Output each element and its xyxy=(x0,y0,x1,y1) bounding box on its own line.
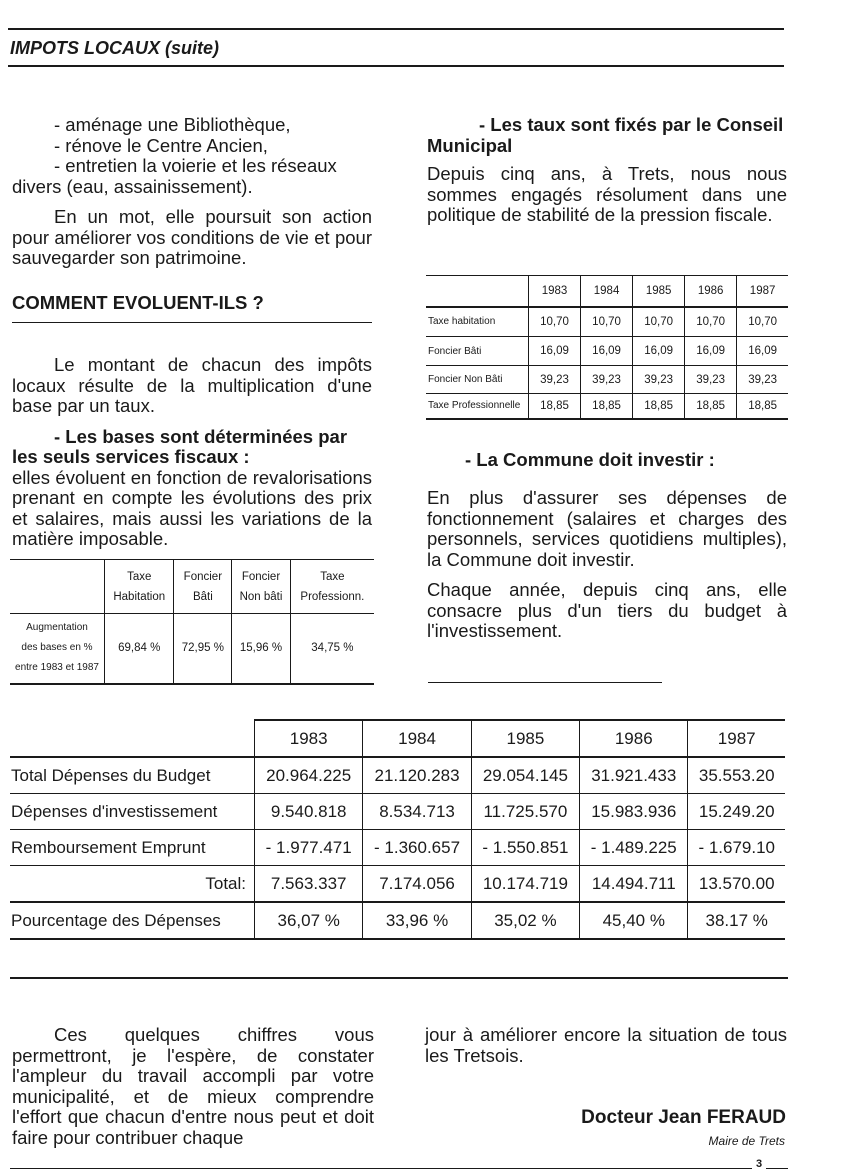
row-label: Total Dépenses du Budget xyxy=(11,765,211,785)
table-header: Taxe Habitation xyxy=(105,560,174,614)
table-cell: 8.534.713 xyxy=(363,794,471,830)
table-cell: 72,95 % xyxy=(174,614,232,684)
table-cell: 39,23 xyxy=(748,373,777,386)
budget-table xyxy=(10,719,785,940)
right-column-taux xyxy=(427,115,787,226)
paragraph: Depuis cinq ans, à Trets, nous nous sommes engagés résolument dans une politique de stabilité de la pression fiscale. xyxy=(427,163,787,225)
year-header: 1986 xyxy=(580,720,688,757)
table-cell: 16,09 xyxy=(581,337,633,366)
right-column-invest xyxy=(427,488,787,642)
section-heading: COMMENT EVOLUENT-ILS ? xyxy=(12,292,264,313)
table-cell: 35.553.20 xyxy=(688,757,785,794)
table-header: Foncier Non bâti xyxy=(232,560,291,614)
table-cell: 16,09 xyxy=(685,337,737,366)
table-cell: - 1.977.471 xyxy=(255,830,363,866)
table-row xyxy=(10,560,374,614)
table-cell: 38.17 % xyxy=(688,902,785,939)
table-row xyxy=(10,794,785,830)
signature-role: Maire de Trets xyxy=(708,1134,785,1148)
table-cell: 15,96 % xyxy=(232,614,291,684)
table-row xyxy=(426,366,788,394)
table-row xyxy=(10,614,374,684)
row-label: Foncier Non Bâti xyxy=(426,366,529,394)
table-cell: 20.964.225 xyxy=(255,757,363,794)
subheading: - La Commune doit investir : xyxy=(465,449,715,470)
row-label: Dépenses d'investissement xyxy=(11,801,218,821)
table-cell: - 1.360.657 xyxy=(363,830,471,866)
table-cell: - 1.489.225 xyxy=(580,830,688,866)
table-cell: - 1.550.851 xyxy=(471,830,579,866)
table-cell: 15.983.936 xyxy=(580,794,688,830)
header-bottom-rule xyxy=(8,65,784,67)
list-item: - rénove le Centre Ancien, xyxy=(54,134,268,156)
bases-table xyxy=(10,559,374,685)
closing-left xyxy=(12,1025,374,1148)
row-label: Taxe Professionnelle xyxy=(426,394,529,419)
paragraph: Chaque année, depuis cinq ans, elle consacre plus d'un tiers du budget à l'investissement. xyxy=(427,579,787,641)
table-cell: 18,85 xyxy=(633,394,685,419)
year-header: 1983 xyxy=(255,720,363,757)
divider xyxy=(428,682,662,683)
left-column-bases xyxy=(12,355,372,550)
table-cell: 39,23 xyxy=(685,366,737,394)
table-row xyxy=(10,757,785,794)
page-section-title: IMPOTS LOCAUX (suite) xyxy=(10,38,220,58)
table-cell: 10,70 xyxy=(633,307,685,337)
paragraph: jour à améliorer encore la situation de tous les Tretsois. xyxy=(425,1024,787,1066)
table-cell: 15.249.20 xyxy=(688,794,785,830)
table-cell: 7.174.056 xyxy=(363,866,471,903)
header-top-rule xyxy=(8,28,784,30)
subheading: - Les bases sont déterminées par les seuls services fiscaux : xyxy=(12,425,348,467)
table-cell: 13.570.00 xyxy=(688,866,785,903)
footer-rule-end xyxy=(766,1168,788,1169)
table-cell: 10,70 xyxy=(685,307,737,337)
table-cell: 10,70 xyxy=(748,315,777,328)
table-cell xyxy=(10,720,255,757)
row-label: Total: xyxy=(205,873,246,893)
left-column-intro xyxy=(12,115,372,269)
row-label: Taxe habitation xyxy=(426,307,529,337)
year-header: 1984 xyxy=(581,276,633,307)
table-cell: 39,23 xyxy=(529,366,581,394)
table-cell: 10,70 xyxy=(581,307,633,337)
table-cell: 9.540.818 xyxy=(255,794,363,830)
table-cell: 10,70 xyxy=(529,307,581,337)
taux-table xyxy=(426,275,788,420)
table-row xyxy=(10,720,785,757)
table-cell: 35,02 % xyxy=(471,902,579,939)
table-header: Foncier Bâti xyxy=(174,560,232,614)
subheading: - Les taux sont fixés par le Conseil Municipal xyxy=(427,114,784,156)
table-row xyxy=(426,337,788,366)
list-item: - entretien la voierie et les réseaux xyxy=(54,155,337,176)
paragraph: Le montant de chacun des impôts locaux résulte de la multiplication d'une base par un taux. xyxy=(12,354,372,416)
table-cell: 18,85 xyxy=(529,394,581,419)
table-row xyxy=(10,866,785,903)
row-label: Foncier Bâti xyxy=(426,337,529,366)
row-label: Remboursement Emprunt xyxy=(11,837,206,857)
table-cell: 33,96 % xyxy=(363,902,471,939)
row-label: Augmentation des bases en % entre 1983 et 1987 xyxy=(10,614,105,684)
table-cell: 11.725.570 xyxy=(471,794,579,830)
table-cell: 39,23 xyxy=(633,366,685,394)
year-header: 1985 xyxy=(471,720,579,757)
table-row xyxy=(10,902,785,939)
closing-right xyxy=(425,1025,787,1066)
section-heading-rule xyxy=(12,322,372,323)
table-cell xyxy=(426,276,529,307)
list-item-continuation: divers (eau, assainissement). xyxy=(12,175,253,197)
table-row xyxy=(426,394,788,419)
table-cell: 10.174.719 xyxy=(471,866,579,903)
table-cell: 39,23 xyxy=(581,366,633,394)
paragraph: En plus d'assurer ses dépenses de fonctionnement (salaires et charges des personnels, services quotidiens multiples), la Commune doit investir. xyxy=(427,487,787,570)
year-header: 1985 xyxy=(633,276,685,307)
year-header: 1987 xyxy=(749,284,776,297)
footer-rule xyxy=(10,1168,752,1169)
table-cell: 21.120.283 xyxy=(363,757,471,794)
table-cell: 14.494.711 xyxy=(580,866,688,903)
table-cell: 34,75 % xyxy=(311,642,354,655)
table-cell: 16,09 xyxy=(748,345,777,357)
signature-name: Docteur Jean FERAUD xyxy=(581,1107,786,1128)
table-cell: 7.563.337 xyxy=(255,866,363,903)
section-divider xyxy=(10,977,788,979)
year-header: 1987 xyxy=(688,720,785,757)
table-row xyxy=(426,307,788,337)
table-cell: 31.921.433 xyxy=(580,757,688,794)
table-cell xyxy=(10,560,105,614)
page-number: 3 xyxy=(756,1158,763,1170)
table-cell: 18,85 xyxy=(685,394,737,419)
table-cell: 45,40 % xyxy=(580,902,688,939)
year-header: 1984 xyxy=(363,720,471,757)
paragraph: elles évoluent en fonction de revalorisations prenant en compte les évolutions des prix et salaires, mais aussi les variations de la matière imposable. xyxy=(12,466,372,549)
table-row xyxy=(426,276,788,307)
table-row xyxy=(10,830,785,866)
table-cell: 16,09 xyxy=(529,337,581,366)
year-header: 1983 xyxy=(529,276,581,307)
table-cell: 29.054.145 xyxy=(471,757,579,794)
table-cell: - 1.679.10 xyxy=(688,830,785,866)
table-cell: 69,84 % xyxy=(105,614,174,684)
table-cell: 18,85 xyxy=(748,399,777,412)
table-cell: 18,85 xyxy=(581,394,633,419)
table-cell: 36,07 % xyxy=(255,902,363,939)
paragraph: Ces quelques chiffres vous permettront, je l'espère, de constater l'ampleur du travail accompli par votre municipalité, et de mieux comprendre l'effort que chacun d'entre nous peut et doit faire pour contribuer chaque xyxy=(12,1024,374,1148)
paragraph: En un mot, elle poursuit son action pour améliorer vos conditions de vie et pour sauvegarder son patrimoine. xyxy=(12,206,372,268)
row-label: Pourcentage des Dépenses xyxy=(11,910,221,930)
year-header: 1986 xyxy=(685,276,737,307)
list-item: - aménage une Bibliothèque, xyxy=(54,114,291,135)
table-header: Taxe Professionn. xyxy=(300,570,365,603)
table-cell: 16,09 xyxy=(633,337,685,366)
